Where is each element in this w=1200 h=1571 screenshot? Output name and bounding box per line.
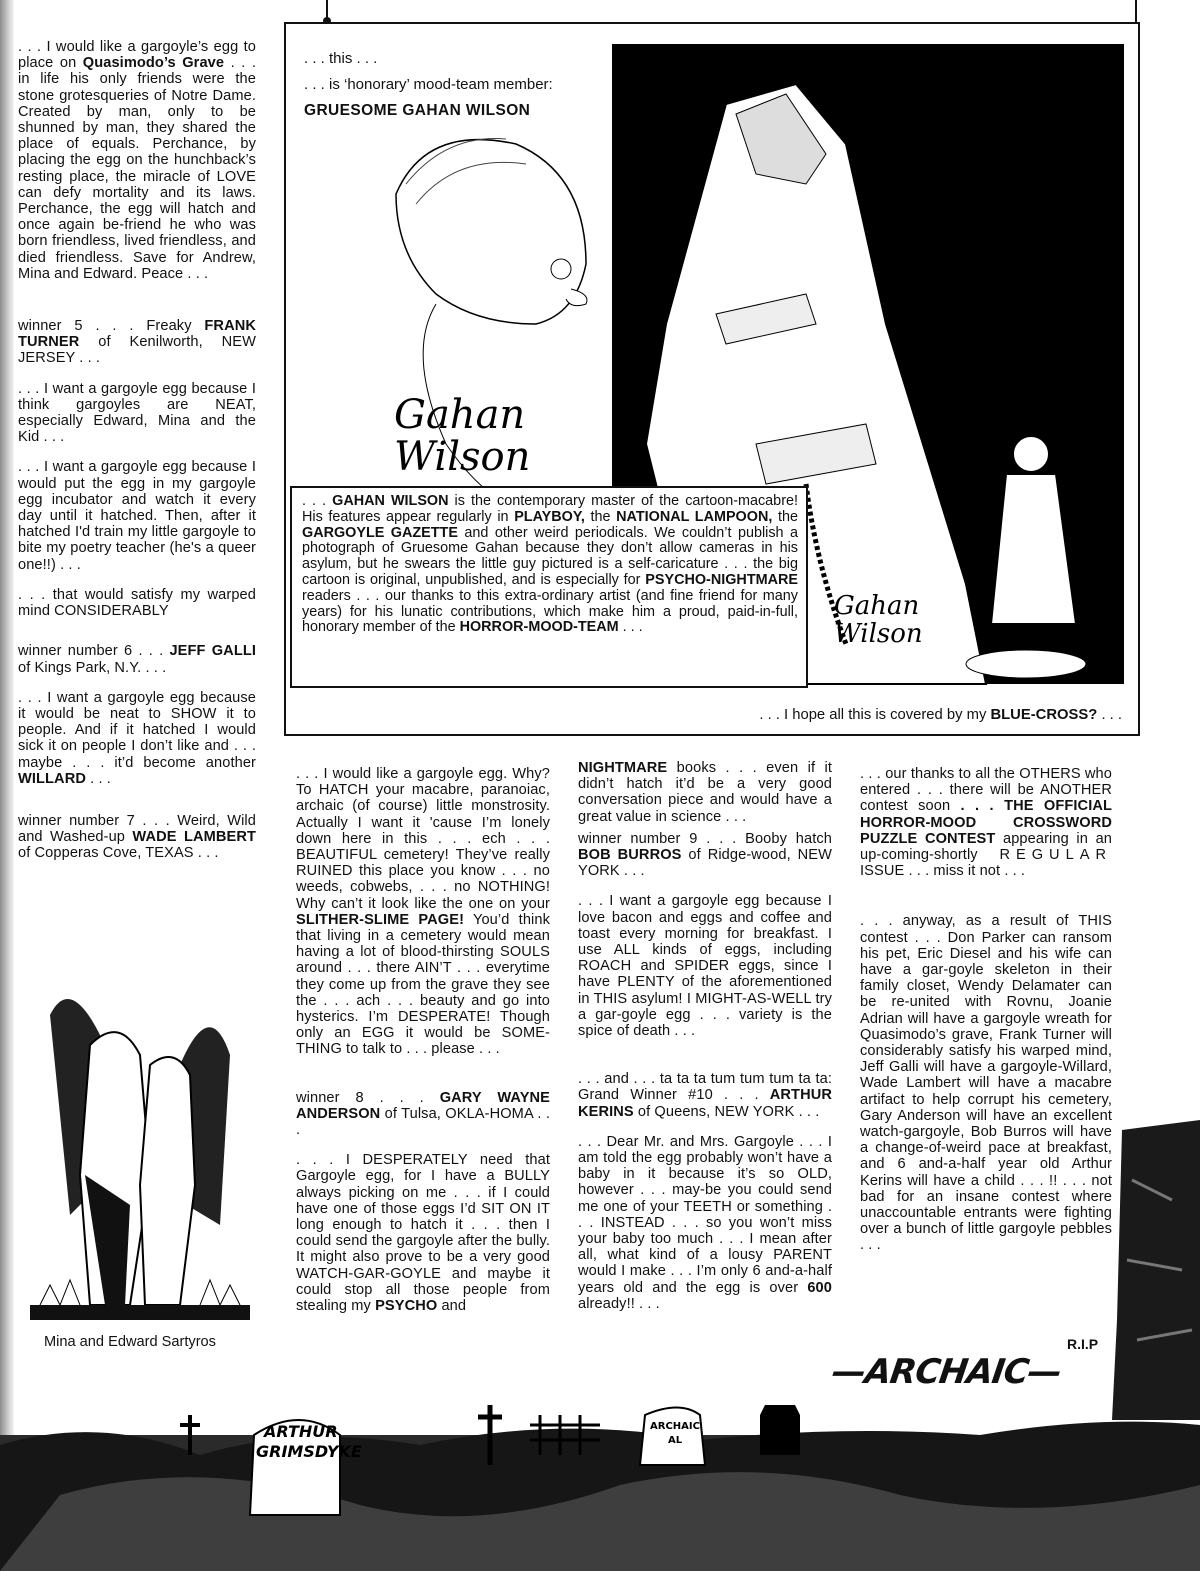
text: winner 5 . . . Freaky xyxy=(18,318,205,335)
text: winner 8 . . . xyxy=(296,1089,440,1106)
letter-paragraph: . . . that would satisfy my warped mind CONSIDERABLY xyxy=(18,586,256,620)
artist-bio-box xyxy=(290,486,808,688)
page-binding-shadow xyxy=(0,0,14,1571)
frame-hanger-left xyxy=(326,0,328,22)
text: of Copperas Cove, TEXAS . . . xyxy=(18,845,219,862)
text: winner number 6 . . . xyxy=(18,643,170,660)
winner-6-heading xyxy=(18,643,256,675)
column-1 xyxy=(18,39,256,876)
bio-text: and other weird periodicals. We couldn’t publish a photograph of Gruesome Gahan because they don’t allow cameras in his asylum, but he swears the little guy pictured is a self-caricature . . . the big cartoon is original, unpublished, and is especially for xyxy=(302,524,798,588)
bio-bold-playboy: PLAYBOY, xyxy=(514,508,585,525)
column-4 xyxy=(860,766,1112,1268)
bio-bold-lampoon: NATIONAL LAMPOON, xyxy=(616,508,773,525)
bio-bold-horror-mood-team: HORROR-MOOD-TEAM xyxy=(459,619,619,636)
winner-name: ARTHUR KERINS xyxy=(578,1087,832,1120)
winner-name: GARY WAYNE ANDERSON xyxy=(296,1089,551,1122)
contest-results-summary: . . . anyway, as a result of THIS contest . . . Don Parker can ransom his pet, Eric Diesel and his wife can have a gar-goyle skeleton in their family closet, Wendy Delamater can be re-united with Rovnu, Joanie Adrian will have a gargoyle wreath for Quasimodo’s grave, Frank Turner will considerably satisfy his warped mind, Jeff Galli will have a gargoyle-Willard, Wade Lambert will have a macabre artifact to help corrupt his cemetery, Gary Anderson will have an excellent watch-gargoyle, Bob Burros will have a change-of-weird pace at breakfast, and 6 and-a-half year old Arthur Kerins will have a child . . . !! . . . not bad for an insane contest where unaccountable entrants were fighting over a bunch of little gargoyle pebbles . . . xyxy=(860,913,1112,1254)
text: of Queens, NEW YORK . . . xyxy=(633,1103,820,1120)
letter-paragraph: . . . I want a gargoyle egg because I would put the egg in my gargoyle egg incubator and watch it every day until it hatched. Then, after it hatched I'd train my little gargoyle to bite my poetry teacher (he's a queer one!!) . . . xyxy=(18,459,256,573)
bio-bold-name: GAHAN WILSON xyxy=(332,493,449,509)
winner-8-heading xyxy=(296,1090,550,1139)
winner-name: BOB BURROS xyxy=(578,847,682,864)
text: of Kenilworth, NEW JERSEY . . . xyxy=(18,334,256,367)
letter-paragraph xyxy=(296,766,550,1058)
text: . . . our thanks to all the OTHERS who entered . . . there will be ANOTHER contest soon xyxy=(860,766,1112,815)
tombstone-1-line-2: GRIMSDYKE xyxy=(256,1442,362,1461)
column-3 xyxy=(578,760,832,1326)
letter-paragraph xyxy=(578,760,832,825)
bold-text: Quasimodo’s Grave xyxy=(82,55,225,72)
letter-paragraph xyxy=(296,1152,550,1314)
text: books . . . even if it didn’t hatch it’d be a very good conversation piece and would have a great value in science . . . xyxy=(578,760,832,825)
bold-text: WILLARD xyxy=(18,770,86,787)
tombstone-2-line-1: ARCHAIC xyxy=(650,1421,700,1432)
bio-text: is the contemporary master of the cartoon-macabre! His features appear regularly in xyxy=(302,493,798,525)
winner-5-heading xyxy=(18,318,256,367)
letter-quasimodo xyxy=(18,39,256,282)
cartoon-caption xyxy=(759,707,1122,723)
text: already!! . . . xyxy=(578,1295,660,1312)
framed-cartoon-panel xyxy=(284,22,1140,736)
bold-text: NIGHTMARE xyxy=(578,760,668,776)
text: of Ridge-wood, NEW YORK . . . xyxy=(578,847,833,880)
text: . . . xyxy=(85,770,111,787)
tombstone-2-line-2: AL xyxy=(668,1435,683,1446)
bio-text: readers . . . our thanks to this extra-ordinary artist (and fine friend for many years) for his lunatic contributions, which make him a proud, paid-in-full, honorary member of the xyxy=(302,587,798,636)
mina-edward-gargoyles-illustration xyxy=(30,975,250,1320)
text: . . . I would like a gargoyle egg. Why? To HATCH your macabre, paranoiac, archaic (of course) little monstrosity. Actually I want it 'cause I’m lonely down here in this . . . ech . . . BEAUTIFUL cemetery! They’ve really RUINED this place you know . . . no weeds, cobwebs, . . . no NOTHING! Why can’t it look like the one on your xyxy=(296,766,550,912)
bio-text: . . . xyxy=(618,619,643,636)
column-2 xyxy=(296,766,550,1328)
intro-text xyxy=(304,46,553,124)
caption-text: . . . xyxy=(1097,707,1122,723)
text: You’d think that living in a cemetery would mean having a lot of blood-thirsting SOULS around . . . there AIN’T . . . everytime they come up from the grave they see the . . . ach . . . beauty and go into hysterics. I’m DESPERATE! Though only an EGG it would be SOME-THING to talk to . . . please . . . xyxy=(296,911,550,1058)
letter-paragraph: . . . I want a gargoyle egg because I love bacon and eggs and coffee and toast every morning for breakfast. I use ALL kinds of eggs, including ROACH and SPIDER eggs, since I have PLENTY of the aforementioned in THIS asylum! I MIGHT-AS-WELL try a gar-goyle egg . . . variety is the spice of death . . . xyxy=(578,893,832,1040)
illustration-caption: Mina and Edward Sartyros xyxy=(44,1334,216,1350)
archaic-signature: —ARCHAIC— xyxy=(829,1352,1064,1392)
letter-paragraph xyxy=(578,1134,832,1312)
right-edge-graveyard-art xyxy=(1112,1120,1200,1420)
text: . . . and . . . ta ta ta tum tum tum ta ta: Grand Winner #10 . . . xyxy=(578,1071,832,1104)
spaced-text: REGULAR xyxy=(999,847,1112,864)
text: appearing in an up-coming-shortly xyxy=(860,830,1112,864)
text: of Tulsa, OKLA-HOMA . . . xyxy=(296,1105,550,1139)
caption-bold: BLUE-CROSS? xyxy=(990,707,1098,723)
text: . . . I DESPERATELY need that Gargoyle egg, for I have a BULLY always picking on me . . . if I could have one of those eggs I’d SIT ON IT long enough to hatch it . . . then I could send the gargoyle after the bully. It might also prove to be a very good WATCH-GAR-GOYLE and maybe it could stop all those people from stealing my xyxy=(296,1152,550,1315)
bio-text: . . . xyxy=(302,493,333,509)
grand-winner-heading xyxy=(578,1071,832,1120)
bio-bold-psycho-nightmare: PSYCHO-NIGHTMARE xyxy=(645,571,798,588)
signature-gahan-wilson-small: Gahan Wilson xyxy=(834,591,923,649)
text: . . . I want a gargoyle egg because it would be neat to SHOW it to people. And if it hatched I would sick it on people I don’t like and . . . maybe . . . it’d become another xyxy=(18,689,256,771)
graveyard-illustration xyxy=(0,1395,1200,1571)
bio-text: the xyxy=(772,508,798,525)
caption-text: . . . I hope all this is covered by my xyxy=(759,707,991,723)
letter-paragraph: . . . I want a gargoyle egg because I think gargoyles are NEAT, especially Edward, Mina and the Kid . . . xyxy=(18,380,256,446)
text: . . . I would like a gargoyle’s egg to place on xyxy=(18,39,256,72)
intro-artist-name: GRUESOME GAHAN WILSON xyxy=(304,102,531,119)
text: winner number 9 . . . Booby hatch xyxy=(578,830,832,847)
bio-bold-gazette: GARGOYLE GAZETTE xyxy=(302,524,458,541)
text: and xyxy=(437,1298,467,1315)
winner-name: FRANK TURNER xyxy=(18,318,256,351)
text: winner number 7 . . . Weird, Wild and Washed-up xyxy=(18,812,256,846)
signature-gahan-wilson-large: Gahan Wilson xyxy=(394,392,531,480)
winner-name: WADE LAMBERT xyxy=(132,829,257,846)
bold-text: SLITHER-SLIME PAGE! xyxy=(296,911,465,928)
bold-text: . . . THE OFFICIAL HORROR-MOOD CROSSWORD PUZZLE CONTEST xyxy=(860,798,1113,847)
bold-text: 600 xyxy=(807,1279,832,1296)
winner-name: JEFF GALLI xyxy=(169,643,257,660)
tombstone-1-line-1: ARTHUR xyxy=(264,1422,338,1441)
winner-7-heading xyxy=(18,813,256,862)
dark-tombstone xyxy=(760,1415,800,1455)
text: of Kings Park, N.Y. . . . xyxy=(18,659,167,676)
text: . . . Dear Mr. and Mrs. Gargoyle . . . I am told the egg probably won’t have a baby in it because it’s so OLD, however . . . may-be you could send me one of your TEETH or something . . . INSTEAD . . . so you won’t miss your baby too much . . . I mean after all, what kind of a lousy PARENT would I make . . . I’m only 6 and-a-half years old and the egg is over xyxy=(578,1133,832,1296)
next-contest-announcement xyxy=(860,766,1112,879)
rip-label: R.I.P xyxy=(1067,1336,1099,1352)
intro-line-this: . . . this . . . xyxy=(304,50,378,67)
text: . . . in life his only friends were the stone grotesqueries of Notre Dame. Created by man, only to be shunned by man, they shared the place of equals. Perchance, by placing the egg on the hunchback’s resting place, the miracle of LOVE can defy mortality and its laws. Perchance, the egg will hatch and once again be-friend he who was born friendless, lived friendless, and died friendless. Save for Andrew, Mina and Edward. Peace . . . xyxy=(18,55,256,282)
bio-text: the xyxy=(584,508,617,525)
bold-text: PSYCHO xyxy=(375,1298,438,1315)
text: ISSUE . . . miss it not . . . xyxy=(860,863,1026,880)
winner-9-heading xyxy=(578,831,832,880)
intro-line-honorary: . . . is ‘honorary’ mood-team member: xyxy=(304,76,553,93)
letter-paragraph xyxy=(18,690,256,787)
